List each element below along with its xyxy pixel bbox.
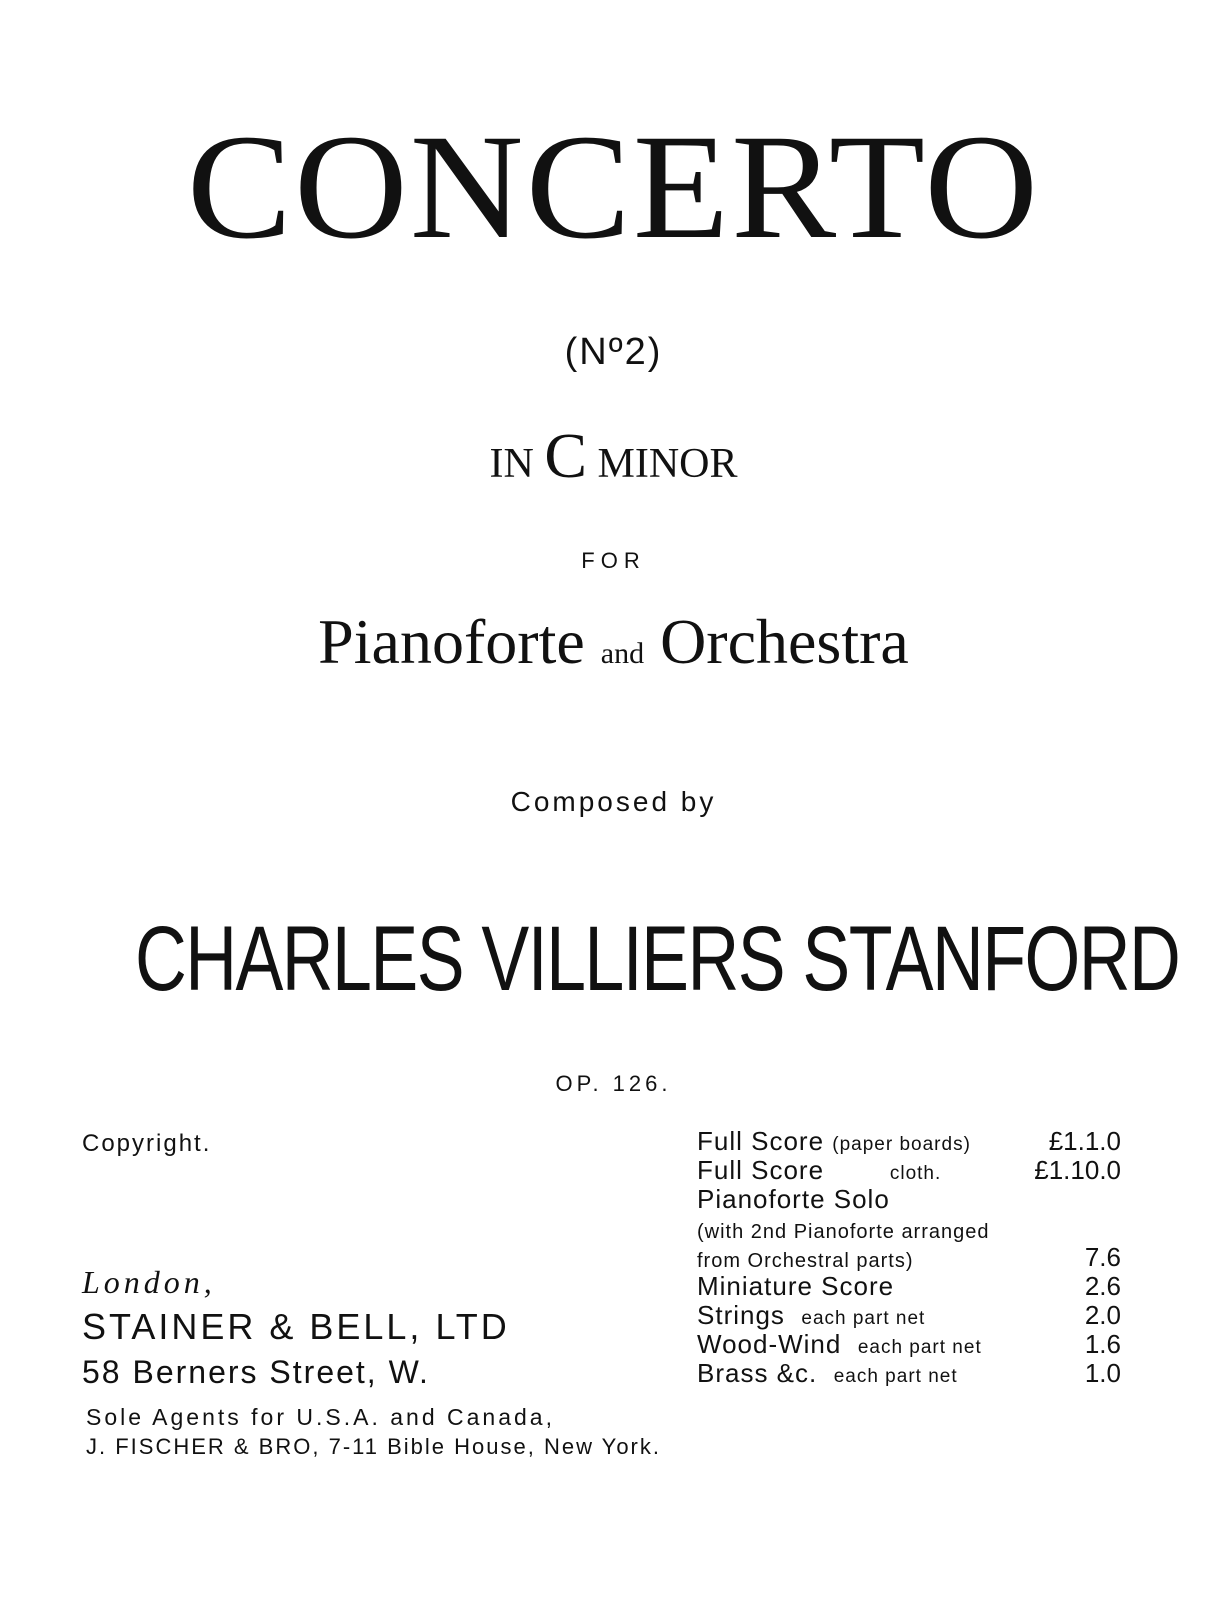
price-list bbox=[697, 1128, 1125, 1389]
price-row bbox=[697, 1186, 1125, 1215]
composer-name: CHARLES VILLIERS STANFORD bbox=[134, 908, 1180, 1010]
key-letter: C bbox=[544, 420, 587, 491]
price-item-note: cloth. bbox=[889, 1163, 942, 1184]
price-item-name: (with 2nd Pianoforte arranged bbox=[697, 1221, 990, 1243]
price-item-name: Full Score bbox=[697, 1155, 825, 1185]
price-item-name: Strings bbox=[697, 1300, 785, 1330]
publisher-name: STAINER & BELL, LTD bbox=[82, 1306, 510, 1347]
price-item-name: Pianoforte Solo bbox=[697, 1184, 890, 1214]
price-row bbox=[697, 1302, 1125, 1331]
price-row bbox=[697, 1360, 1125, 1389]
price-value: £1.1.0 bbox=[1048, 1126, 1121, 1156]
price-value: 7.6 bbox=[1084, 1242, 1121, 1272]
key-mode: MINOR bbox=[597, 441, 738, 487]
for-label: FOR bbox=[581, 548, 646, 573]
copyright-notice: Copyright. bbox=[82, 1130, 212, 1157]
opus-number: OP. 126. bbox=[555, 1071, 672, 1096]
instrument-first: Pianoforte bbox=[318, 606, 585, 677]
price-value: 1.0 bbox=[1084, 1358, 1121, 1388]
price-row bbox=[697, 1273, 1125, 1302]
price-row bbox=[697, 1215, 1125, 1244]
price-row bbox=[697, 1157, 1125, 1186]
price-item-note: (paper boards) bbox=[832, 1134, 971, 1155]
price-row bbox=[697, 1331, 1125, 1360]
price-value: £1.10.0 bbox=[1034, 1155, 1121, 1185]
composed-by-label: Composed by bbox=[510, 786, 717, 817]
concerto-number: (Nº2) bbox=[564, 331, 663, 373]
price-item-note: each part net bbox=[801, 1308, 926, 1329]
price-value: 2.0 bbox=[1084, 1300, 1121, 1330]
instrument-conj: and bbox=[600, 637, 645, 670]
price-row bbox=[697, 1128, 1125, 1157]
price-row bbox=[697, 1244, 1125, 1273]
price-item-note: each part net bbox=[833, 1366, 958, 1387]
publisher-city: London, bbox=[82, 1264, 216, 1300]
instrument-second: Orchestra bbox=[660, 606, 909, 677]
price-item-name: Full Score bbox=[697, 1126, 825, 1156]
key-prefix: IN bbox=[489, 441, 534, 487]
sole-agents-line: Sole Agents for U.S.A. and Canada, bbox=[86, 1404, 555, 1430]
price-value: 1.6 bbox=[1084, 1329, 1121, 1359]
key-line bbox=[0, 420, 1227, 494]
price-item-name: from Orchestral parts) bbox=[697, 1250, 914, 1272]
price-item-name: Wood-Wind bbox=[697, 1329, 842, 1359]
price-item-name: Brass &c. bbox=[697, 1358, 818, 1388]
instrumentation bbox=[0, 602, 1227, 694]
work-title: CONCERTO bbox=[186, 104, 1041, 270]
price-value: 2.6 bbox=[1084, 1271, 1121, 1301]
sole-agents-address: J. FISCHER & BRO, 7-11 Bible House, New York. bbox=[86, 1434, 661, 1459]
publisher-address: 58 Berners Street, W. bbox=[82, 1354, 430, 1390]
price-item-name: Miniature Score bbox=[697, 1271, 895, 1301]
price-item-note: each part net bbox=[857, 1337, 982, 1358]
